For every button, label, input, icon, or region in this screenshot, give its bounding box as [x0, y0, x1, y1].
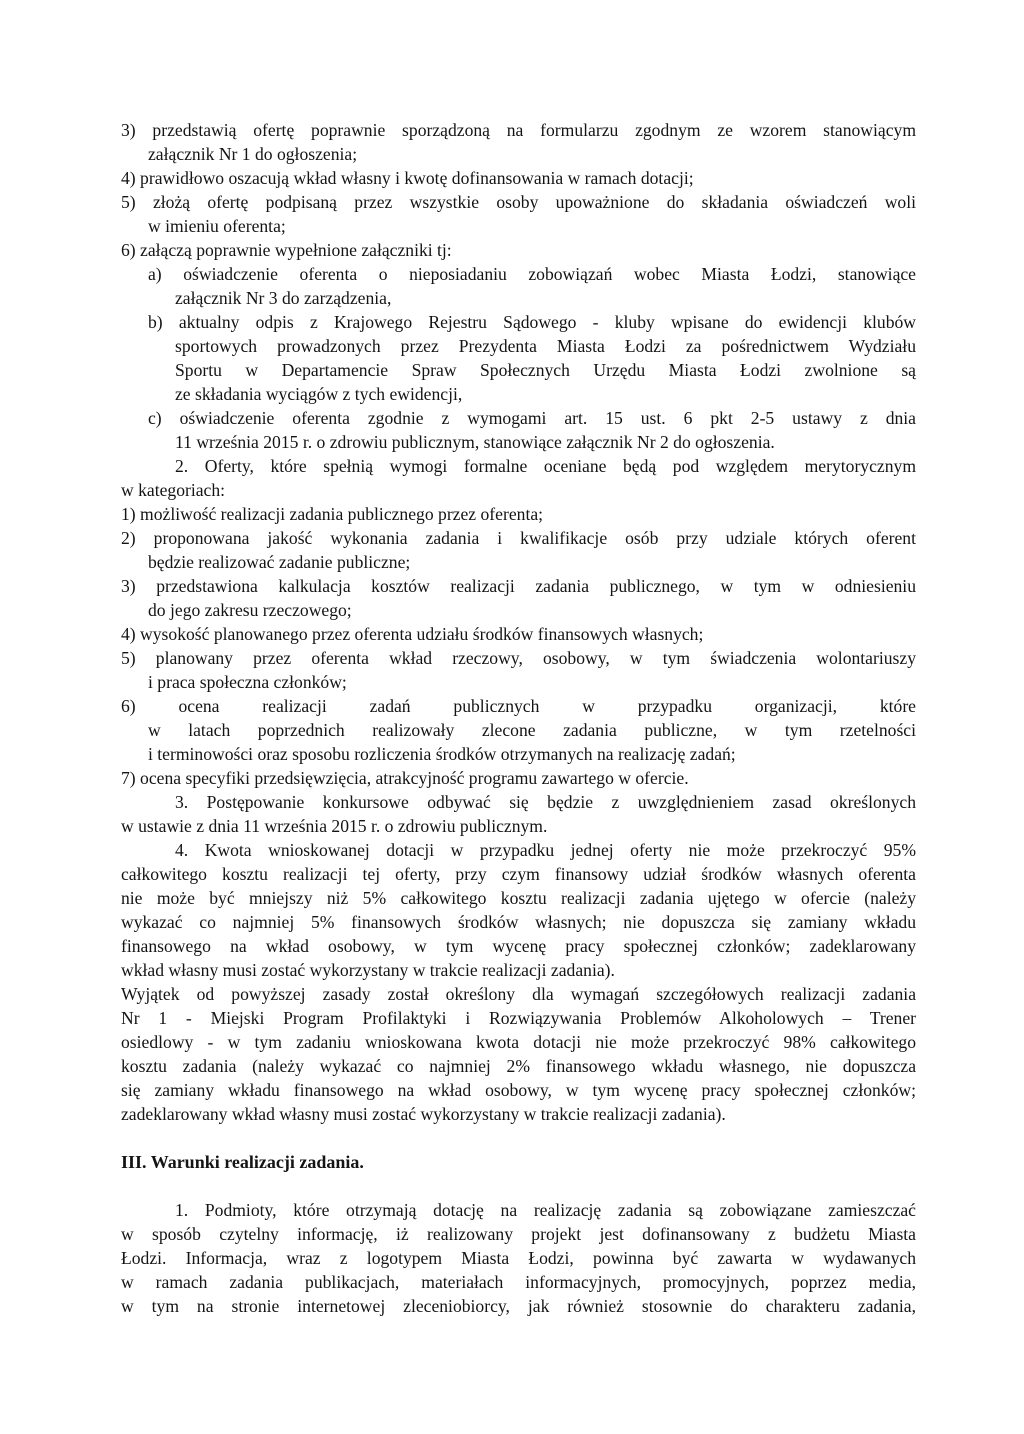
- text-line: 1. Podmioty, które otrzymają dotację na realizację zadania są zobowiązane zamieszczać: [175, 1200, 916, 1220]
- text-line: w latach poprzednich realizowały zlecone zadania publiczne, w tym rzetelności: [148, 720, 916, 740]
- text-line: 3) przedstawiona kalkulacja kosztów realizacji zadania publicznego, w tym w odniesieniu: [121, 576, 916, 596]
- text-line: załącznik Nr 1 do ogłoszenia;: [148, 144, 358, 164]
- text-line: do jego zakresu rzeczowego;: [148, 600, 352, 620]
- text-line: i praca społeczna członków;: [148, 672, 347, 692]
- text-line: a) oświadczenie oferenta o nieposiadaniu zobowiązań wobec Miasta Łodzi, stanowiące: [148, 264, 916, 284]
- text-line: w tym na stronie internetowej zleceniobiorcy, jak również stosownie do charakteru zadania,: [121, 1296, 916, 1316]
- text-line: będzie realizować zadanie publiczne;: [148, 552, 411, 572]
- text-line: sportowych prowadzonych przez Prezydenta Miasta Łodzi za pośrednictwem Wydziału: [175, 336, 916, 356]
- text-line: załącznik Nr 3 do zarządzenia,: [175, 288, 392, 308]
- text-line: w ustawie z dnia 11 września 2015 r. o zdrowiu publicznym.: [121, 816, 548, 836]
- text-line: w imieniu oferenta;: [148, 216, 286, 236]
- text-line: 11 września 2015 r. o zdrowiu publicznym, stanowiące załącznik Nr 2 do ogłoszenia.: [175, 432, 775, 452]
- text-line: całkowitego kosztu realizacji tej oferty, przy czym finansowy udział środków własnych oferenta: [121, 864, 916, 884]
- text-line: nie może być mniejszy niż 5% całkowitego kosztu realizacji zadania ujętego w ofercie (należy: [121, 888, 916, 908]
- text-line: 5) złożą ofertę podpisaną przez wszystkie osoby upoważnione do składania oświadczeń woli: [121, 192, 916, 212]
- text-line: 1) możliwość realizacji zadania publicznego przez oferenta;: [121, 504, 544, 524]
- text-line: Sportu w Departamencie Spraw Społecznych Urzędu Miasta Łodzi zwolnione są: [175, 360, 916, 380]
- text-line: 5) planowany przez oferenta wkład rzeczowy, osobowy, w tym świadczenia wolontariuszy: [121, 648, 916, 668]
- text-line: finansowego na wkład osobowy, w tym wycenę pracy społecznej członków; zadeklarowany: [121, 936, 916, 956]
- text-line: w kategoriach:: [121, 480, 226, 500]
- text-line: ze składania wyciągów z tych ewidencji,: [175, 384, 463, 404]
- text-line: Nr 1 - Miejski Program Profilaktyki i Rozwiązywania Problemów Alkoholowych – Trener: [121, 1008, 916, 1028]
- text-line: 2. Oferty, które spełnią wymogi formalne oceniane będą pod względem merytorycznym: [175, 456, 916, 476]
- text-line: osiedlowy - w tym zadaniu wnioskowana kwota dotacji nie może przekroczyć 98% całkowitego: [121, 1032, 916, 1052]
- text-line: 4) prawidłowo oszacują wkład własny i kwotę dofinansowania w ramach dotacji;: [121, 168, 694, 188]
- text-line: 6) załączą poprawnie wypełnione załączniki tj:: [121, 240, 452, 260]
- text-line: kosztu zadania (należy wykazać co najmniej 2% finansowego wkładu własnego, nie dopuszcza: [121, 1056, 916, 1076]
- text-line: się zamiany wkładu finansowego na wkład osobowy, w tym wycenę pracy społecznej członków;: [121, 1080, 916, 1100]
- text-line: 2) proponowana jakość wykonania zadania i kwalifikacje osób przy udziale których oferent: [121, 528, 916, 548]
- text-line: 6) ocena realizacji zadań publicznych w przypadku organizacji, które: [121, 696, 916, 716]
- text-line: 3) przedstawią ofertę poprawnie sporządzoną na formularzu zgodnym ze wzorem stanowiącym: [121, 120, 916, 140]
- text-line: c) oświadczenie oferenta zgodnie z wymogami art. 15 ust. 6 pkt 2-5 ustawy z dnia: [148, 408, 916, 428]
- text-line: 4. Kwota wnioskowanej dotacji w przypadku jednej oferty nie może przekroczyć 95%: [175, 840, 916, 860]
- text-line: w sposób czytelny informację, iż realizowany projekt jest dofinansowany z budżetu Miasta: [121, 1224, 916, 1244]
- text-line: wkład własny musi zostać wykorzystany w trakcie realizacji zadania).: [121, 960, 615, 980]
- text-line: 3. Postępowanie konkursowe odbywać się będzie z uwzględnieniem zasad określonych: [175, 792, 916, 812]
- text-line: 7) ocena specyfiki przedsięwzięcia, atrakcyjność programu zawartego w ofercie.: [121, 768, 689, 788]
- text-line: w ramach zadania publikacjach, materiałach informacyjnych, promocyjnych, poprzez media,: [121, 1272, 916, 1292]
- text-line: i terminowości oraz sposobu rozliczenia środków otrzymanych na realizację zadań;: [148, 744, 736, 764]
- text-line: zadeklarowany wkład własny musi zostać wykorzystany w trakcie realizacji zadania).: [121, 1104, 726, 1124]
- text-line: b) aktualny odpis z Krajowego Rejestru Sądowego - kluby wpisane do ewidencji klubów: [148, 312, 916, 332]
- text-line: Łodzi. Informacja, wraz z logotypem Miasta Łodzi, powinna być zawarta w wydawanych: [121, 1248, 916, 1268]
- section-heading: III. Warunki realizacji zadania.: [121, 1152, 364, 1172]
- text-line: 4) wysokość planowanego przez oferenta udziału środków finansowych własnych;: [121, 624, 704, 644]
- text-line: Wyjątek od powyższej zasady został określony dla wymagań szczegółowych realizacji zadania: [121, 984, 916, 1004]
- text-line: wykazać co najmniej 5% finansowych środków własnych; nie dopuszcza się zamiany wkładu: [121, 912, 916, 932]
